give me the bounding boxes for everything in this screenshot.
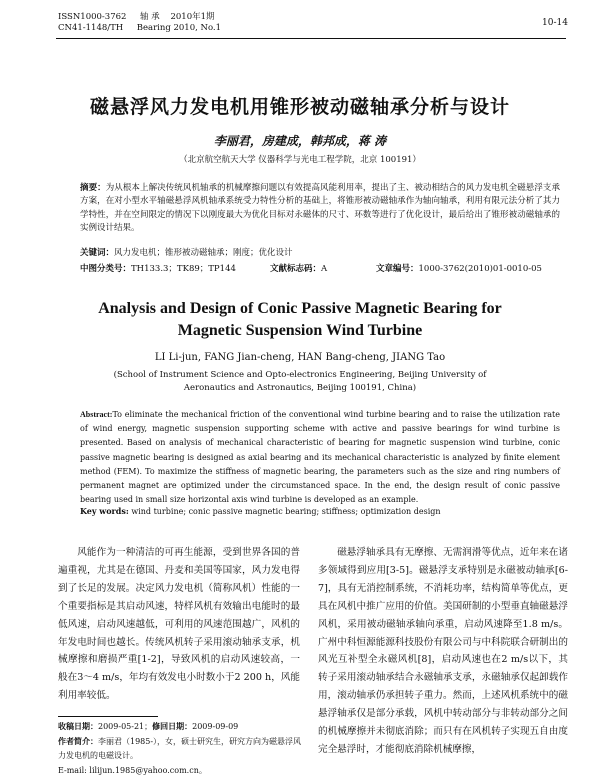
journal-name-cn: 轴 承 <box>139 12 160 22</box>
footnote-dates: 收稿日期：2009-05-21；修回日期：2009-09-09 <box>58 722 239 731</box>
body-paragraph: 风能作为一种清洁的可再生能源，受到世界各国的普遍重视，尤其是在德国、丹麦和美国等国家，风力发电得到了长足的发展。决定风力发电机（简称风机）性能的一个重要指标是其启动风速，特样风机有效输出电能时的最低风速，启动风速越低，可利用的风速范围越广，风机的年发电时间也越长。传统风机转子采用滚动轴承支承，机械摩擦和磨损严重[1-2]，导致风机的启动风速较高，一般在3～4 m/s，年均有效发电小时数小于2 200 h，风能利用率较低。 <box>58 547 300 702</box>
body-column-left <box>58 544 300 705</box>
article-id: 文章编号：1000-3762(2010)01-0010-05 <box>376 264 542 274</box>
abstract-cn-text: 为从根本上解决传统风机轴承的机械摩擦问题以有效提高风能利用率，提出了主、被动相结合的风力发电机全磁悬浮支承方案，在对小型水平轴磁悬浮风机轴承系统受力特性分析的基础上，将锥形被动磁轴承作为轴向轴承，利用有限元法分析了其力学特性，并在空间限定的情况下以刚度最大为优化目标对永磁体的尺寸、环数等进行了优化设计，最后给出了锥形被动磁轴承的实例设计结果。 <box>80 183 560 234</box>
title-en-line2: Magnetic Suspension Wind Turbine <box>177 322 423 339</box>
keywords-cn-label: 关键词： <box>80 248 115 258</box>
cn-number: CN41-1148/TH <box>58 23 124 33</box>
keywords-cn-text: 风力发电机；锥形被动磁轴承；刚度；优化设计 <box>114 248 293 258</box>
issn: ISSN1000-3762 <box>58 12 127 22</box>
doc-code: 文献标志码：A <box>270 264 328 274</box>
page-range: 10-14 <box>542 18 568 28</box>
keywords-en-label: Key words: <box>80 506 129 516</box>
affiliation-en <box>0 369 600 395</box>
abstract-en-text: To eliminate the mechanical friction of the conventional wind turbine bearing and to raise the utilization rate of wind energy, magnetic suspension supporting scheme with active and passive bearings for wind turbine is presented. Based on analysis of mechanical characteristic of bearing for magnetic suspension wind turbine, conic passive magnetic bearing is designed as axial bearing and its mechanical characteristic is analyzed by finite element method (FEM). To maximize the stiffness of magnetic bearing, the parameters such as the size and ring numbers of permanent magnet are optimized under the circumstanced space. In the end, the design result of conic passive bearing used in small size horizontal axis wind turbine is developed as an example. <box>80 410 560 505</box>
title-cn: 磁悬浮风力发电机用锥形被动磁轴承分析与设计 <box>89 96 510 118</box>
authors-en: LI Li-jun, FANG Jian-cheng, HAN Bang-cheng, JIANG Tao <box>154 352 446 363</box>
affiliation-cn: （北京航空航天大学 仪器科学与光电工程学院，北京 100191） <box>179 155 421 165</box>
footnote-rule <box>58 716 158 717</box>
header-rule <box>56 38 566 39</box>
title-en <box>0 298 600 342</box>
footnotes <box>58 720 308 778</box>
title-en-line1: Analysis and Design of Conic Passive Magnetic Bearing for <box>98 300 502 317</box>
keywords-cn <box>80 246 560 258</box>
keywords-en-text: wind turbine; conic passive magnetic bearing; stiffness; optimization design <box>131 507 441 516</box>
footnote-bio: 作者简介：李丽君（1985-），女，硕士研究生，研究方向为磁悬浮风力发电机的电磁设计。 <box>58 736 302 760</box>
affiliation-en-line1: (School of Instrument Science and Opto-electronics Engineering, Beijing University of <box>113 370 487 380</box>
clc-code: 中图分类号：TH133.3；TK89；TP144 <box>80 264 236 274</box>
abstract-en-label: Abstract: <box>80 410 113 419</box>
journal-header <box>58 12 568 34</box>
keywords-en <box>80 506 560 516</box>
abstract-en <box>80 408 560 507</box>
abstract-cn <box>80 182 560 236</box>
affiliation-en-line2: Aeronautics and Astronautics, Beijing 100191, China) <box>183 383 417 393</box>
issue-cn: 2010年1期 <box>170 12 215 22</box>
journal-name-en: Bearing 2010, No.1 <box>136 23 222 33</box>
body-paragraph: 磁悬浮轴承具有无摩擦、无需润滑等优点，近年来在诸多领域得到应用[3-5]。磁悬浮支承特别是永磁被动轴承[6-7]，具有无消控制系统，不消耗功率，结构简单等优点，更具在风机中推广应用的价值。美国研制的小型垂直轴磁悬浮风机，采用被动磁轴承轴向承重，启动风速降至1.8 m/s。广州中科恒源能源科技股份有限公司与中科院联合研制出的风光互补型全永磁风机[8]，启动风速也在2 m/s以下，其转子采用滚动轴承结合永磁轴承支承，永磁轴承仅起卸载作用，滚动轴承仍承担转子重力。然而，上述风机系统中的磁悬浮轴承仅是部分承载，风机中转动部分与非转动部分之间的机械摩擦并未彻底消除；而只有在风机转子实现五自由度完全悬浮时，才能彻底消除机械摩擦， <box>318 547 568 755</box>
abstract-cn-label: 摘要： <box>80 183 106 193</box>
authors-cn: 李丽君，房建成，韩邦成，蒋 涛 <box>213 134 387 148</box>
footnote-email: E-mail: lilijun.1985@yahoo.com.cn。 <box>58 765 207 775</box>
body-column-right <box>318 544 568 759</box>
